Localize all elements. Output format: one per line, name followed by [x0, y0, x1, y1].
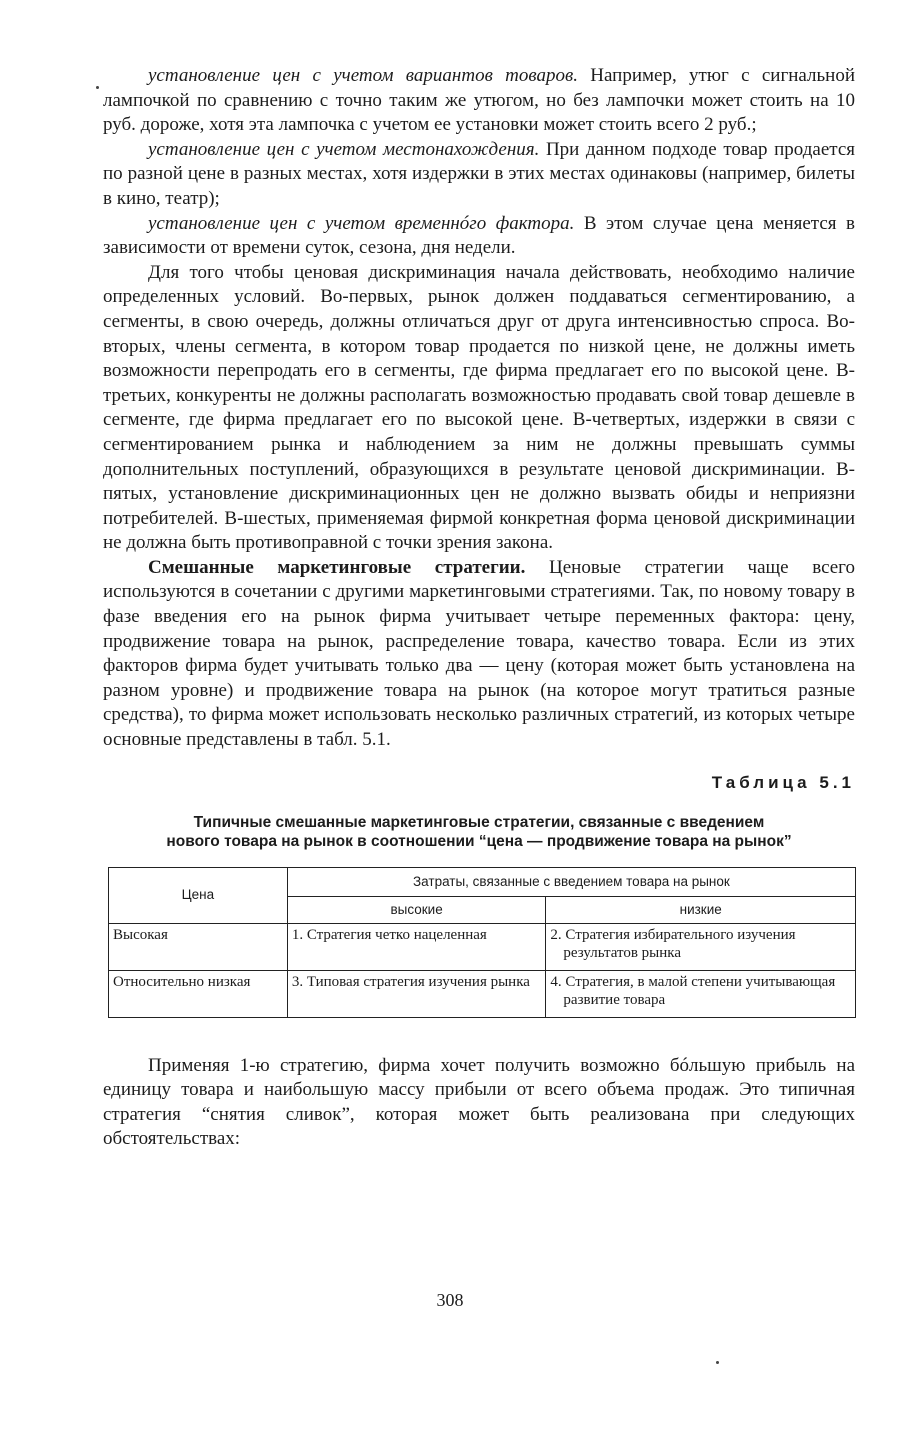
- cell-high: [287, 970, 546, 1017]
- scan-speck: [716, 1361, 719, 1364]
- strategy-item: 3. Типовая стратегия изучения рынка: [291, 973, 530, 990]
- table-header-row: [109, 867, 856, 896]
- paragraph-conditions: Для того чтобы ценовая дискриминация начала действовать, необходимо наличие определенных условий. Во-первых, рынок должен поддаваться сегментированию, а сегменты, в свою очередь, должны отличаться друг от друга интенсивностью спроса. Во-вторых, члены сегмента, в котором товар продается по низкой цене, не должны иметь возможности перепродать его в сегменты, где фирма предлагает его по высокой цене. В-третьих, конкуренты не должны располагать возможностью продавать свой товар дешевле в сегменте, где фирма предлагает его по высокой цене. В-четвертых, издержки в связи с сегментированием рынка и наблюдением за ним не должны превышать суммы дополнительных поступлений, образующихся в результате ценовой дискриминации. В-пятых, установление дискриминационных цен не должно вызвать обиды и неприязни потребителей. В-шестых, применяемая фирмой конкретная форма ценовой дискриминации не должна быть противоправной с точки зрения закона.: [103, 261, 855, 554]
- header-price: Цена: [109, 867, 288, 923]
- paragraph-lead: установление цен с учетом временнóго фактора.: [148, 212, 575, 234]
- paragraph-text: При данном подходе товар продается по разной цене в разных местах, хотя издержки в этих местах одинаковы (например, билеты в кино, театр);: [103, 138, 856, 209]
- paragraph-lead: Смешанные маркетинговые стратегии.: [148, 556, 526, 578]
- cell-price: Высокая: [109, 923, 288, 970]
- paragraph-text: В этом случае цена меняется в зависимости от времени суток, сезона, дня недели.: [103, 212, 855, 259]
- table-title-line: нового товара на рынок в соотношении “цена — продвижение товара на рынок”: [166, 832, 792, 850]
- cell-low: [546, 923, 856, 970]
- paragraph-text: Например, утюг с сигнальной лампочкой по сравнению с точно таким же утюгом, но без лампочки может стоить на 10 руб. дороже, хотя эта лампочка с учетом ее установки может стоить всего 2 руб.;: [103, 65, 855, 136]
- paragraph-time: [103, 212, 855, 261]
- page-number: 308: [436, 1290, 464, 1310]
- table-title-line: Типичные смешанные маркетинговые стратегии, связанные с введением: [193, 813, 765, 831]
- header-low: низкие: [546, 896, 856, 923]
- table-label: Таблица 5.1: [711, 772, 855, 792]
- table-row: [109, 970, 856, 1017]
- paragraph-location: [103, 138, 855, 212]
- header-high: высокие: [287, 896, 546, 923]
- header-costs: Затраты, связанные с введением товара на рынок: [287, 867, 855, 896]
- strategy-item: 2. Стратегия избирательного изучения результатов рынка: [550, 926, 796, 961]
- cell-low: [546, 970, 856, 1017]
- paragraph-mixed-strategies: [103, 556, 855, 753]
- strategy-item: 1. Стратегия четко нацеленная: [291, 926, 487, 943]
- table-row: [109, 923, 856, 970]
- paragraph-lead: установление цен с учетом вариантов товаров.: [148, 65, 578, 86]
- table-title: [103, 813, 855, 851]
- cell-high: [287, 923, 546, 970]
- strategies-table: [108, 867, 856, 1018]
- paragraph-variants: [103, 64, 855, 138]
- paragraph-strategy-one: Применяя 1-ю стратегию, фирма хочет получить возможно бóльшую прибыль на единицу товара и наибольшую массу прибыли от всего объема продаж. Это типичная стратегия “снятия сливок”, которая может быть реализована при следующих обстоятельствах:: [103, 1054, 855, 1150]
- cell-price: Относительно низкая: [109, 970, 288, 1017]
- scan-speck: [96, 86, 99, 89]
- paragraph-lead: установление цен с учетом местонахождения.: [148, 138, 540, 160]
- paragraph-text: Ценовые стратегии чаще всего используются в сочетании с другими маркетинговыми стратегиями. Так, по новому товару в фазе введения его на рынок фирма учитывает четыре переменных фактора: цену, продвижение товара на рынок, распределение товара, качество товара. Если из этих факторов фирма будет учитывать только два — цену (которая может быть установлена на разном уровне) и продвижение товара на рынок (на которое могут тратиться разные средства), то фирма может использовать несколько различных стратегий, из которых четыре основные представлены в табл. 5.1.: [103, 556, 855, 751]
- document-page: [103, 64, 855, 1152]
- strategy-item: 4. Стратегия, в малой степени учитывающая развитие товара: [550, 973, 836, 1008]
